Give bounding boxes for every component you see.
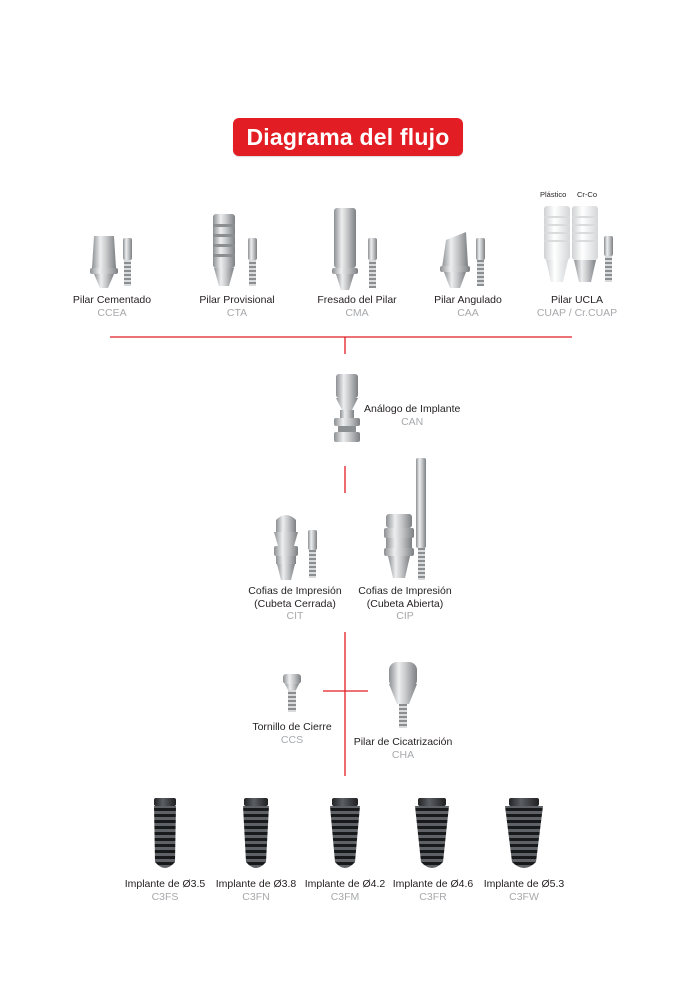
implant-label-0: Implante de Ø3.5 C3FS (124, 878, 206, 903)
abutment-label-1: Pilar Provisional CTA (199, 294, 275, 319)
cemented-abutment-image (88, 230, 140, 292)
page-title: Diagrama del flujo (233, 118, 463, 156)
implant-image-4 (503, 796, 545, 876)
implant-image-2 (326, 796, 364, 876)
ucla-variant-crco: Cr-Co (577, 190, 597, 199)
ucla-variant-plastic: Plástico (540, 190, 567, 199)
healing-abutment-label: Pilar de Cicatrización CHA (353, 736, 453, 761)
angled-abutment-image (436, 228, 494, 292)
implant-label-4: Implante de Ø5.3 C3FW (483, 878, 565, 903)
implant-image-0 (148, 796, 182, 876)
analog-label: Análogo de Implante CAN (364, 403, 461, 428)
closed-tray-coping-image (268, 510, 324, 584)
coping-label-0: Cofias de Impresión (Cubeta Cerrada) CIT (248, 585, 342, 622)
abutment-label-4: Pilar UCLA CUAP / Cr.CUAP (536, 294, 618, 319)
cover-screw-label: Tornillo de Cierre CCS (252, 721, 332, 746)
provisional-abutment-image (205, 210, 265, 294)
healing-abutment-image (385, 660, 421, 730)
open-tray-coping-image (378, 456, 438, 584)
implant-analog-image (330, 372, 364, 448)
abutment-label-2: Fresado del Pilar CMA (317, 294, 397, 319)
coping-label-1: Cofias de Impresión (Cubeta Abierta) CIP (358, 585, 452, 622)
milled-abutment-image (328, 206, 384, 294)
implant-label-3: Implante de Ø4.6 C3FR (392, 878, 474, 903)
implant-image-1 (238, 796, 274, 876)
implant-label-1: Implante de Ø3.8 C3FN (215, 878, 297, 903)
abutment-label-3: Pilar Angulado CAA (434, 294, 502, 319)
ucla-abutment-image (538, 202, 622, 294)
abutment-label-0: Pilar Cementado CCEA (72, 294, 152, 319)
implant-image-3 (412, 796, 452, 876)
implant-label-2: Implante de Ø4.2 C3FM (304, 878, 386, 903)
cover-screw-image (280, 672, 304, 716)
